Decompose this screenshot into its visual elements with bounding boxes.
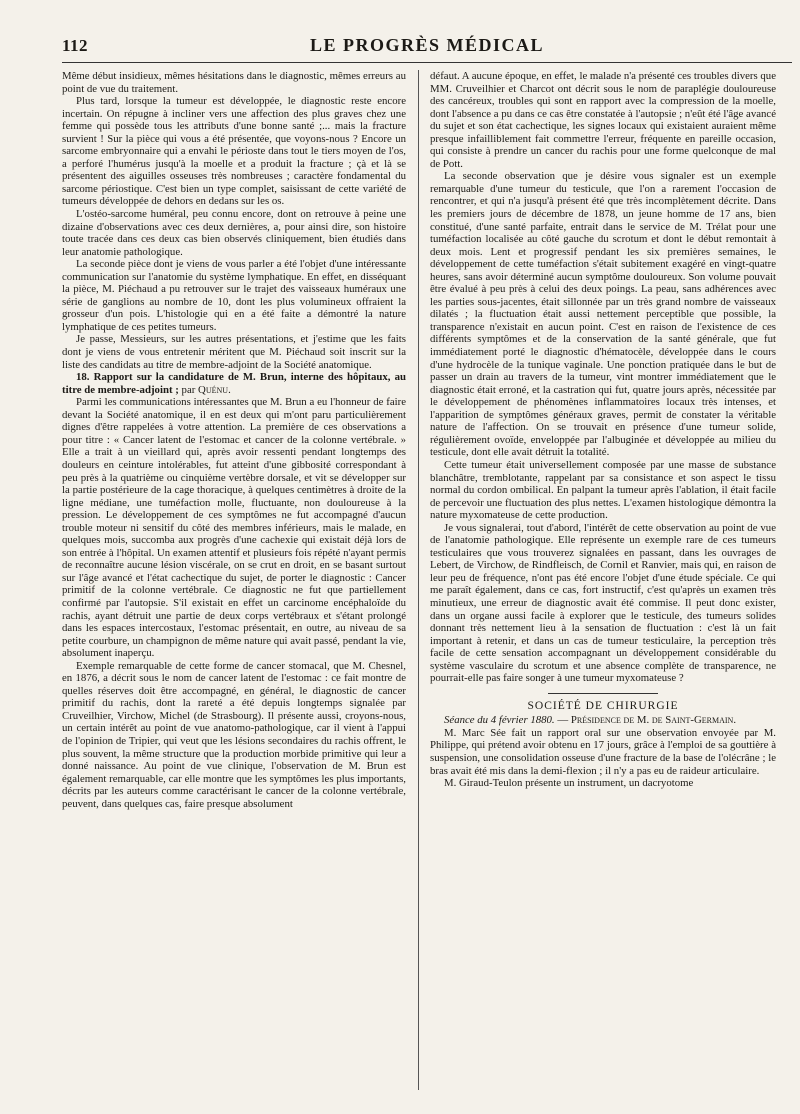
report-by: par <box>181 383 196 396</box>
paragraph: Plus tard, lorsque la tumeur est développée, le diagnostic reste encore incertain. On répugne à incliner vers une affection des plus graves chez une femme qui possède tous les attributs d'une bonne santé ;... mais la fracture survient ! Sur la pièce qui vous a été présentée, que voyons-nous ? Encore un sarcome embryonnaire qui a envahi le périoste dans tout le tiers moyen de l'os, a perforé l'humérus jusqu'à la moelle et a produit la fracture ; çà et là se présentent des aiguilles osseuses très nombreuses ; caractère fondamental du sarcome périostique. C'est bien un type complet, saisissant de cette variété de tumeurs développée de dehors en dedans sur les os. <box>62 95 406 208</box>
session-date: Séance du 4 février 1880. <box>444 714 555 727</box>
report-number: 18. <box>76 371 90 384</box>
right-column <box>430 70 776 790</box>
report-heading <box>62 371 406 396</box>
paragraph: Parmi les communications intéressantes que M. Brun a eu l'honneur de faire devant la Société anatomique, il en est deux qui m'ont paru particulièrement dignes d'être rappelées à votre attention. La première de ces observations a pour titre : « Cancer latent de l'estomac et cancer de la colonne vertébrale. » Elle a trait à un vieillard qui, après avoir ressenti pendant longtemps des douleurs en ceinture intolérables, fut atteint d'une gibbosité correspondant à peu près à la quatrième ou cinquième vertèbre dorsale, et vit se développer sur la partie postérieure de la cage thoracique, à quelques centimètres à droite de la ligne médiane, une tuméfaction molle, fluctuante, non douloureuse à la pression. Le développement de ces symptômes ne fut accompagné d'aucun trouble moteur ni sensitif du côté des membres inférieurs, mais le malade, en quelques mois, succomba aux progrès d'une cachexie qui existait déjà lors de son entrée à l'hôpital. Un examen attentif et plusieurs fois répété n'ayant permis de reconnaître aucune lésion viscérale, on se crut en droit, en se basant surtout sur l'âge avancé et l'état cachectique du sujet, de porter le diagnostic : Cancer primitif de la colonne vertébrale. Ce diagnostic ne fut que partiellement confirmé par l'autopsie. S'il existait en effet un carcinome encéphaloïde du rachis, ayant détruit une partie de deux corps vertébraux et s'étant prolongé dans les espaces intercostaux, l'estomac présentait, en outre, au niveau de sa petite courbure, un champignon de même nature qui avait passé, pendant la vie, absolument inaperçu. <box>62 396 406 660</box>
session-presidency: — Présidence de M. de Saint-Germain. <box>554 714 737 727</box>
section-title: SOCIÉTÉ DE CHIRURGIE <box>527 699 679 712</box>
column-divider <box>418 70 419 1090</box>
page-header <box>62 28 792 63</box>
session-line <box>430 714 776 727</box>
journal-title: LE PROGRÈS MÉDICAL <box>309 35 545 55</box>
report-title: Rapport sur la candidature de M. Brun, interne des hôpitaux, au titre de membre-adjoint ; <box>62 371 406 396</box>
page-number: 112 <box>62 36 89 55</box>
paragraph: Je vous signalerai, tout d'abord, l'intérêt de cette observation au point de vue de l'anatomie pathologique. Elle représente un exemple rare de ces tumeurs testiculaires que vous trouverez signalées en passant, dans les ouvrages de Lebert, de Virchow, de Rindfleisch, de Cornil et Ranvier, mais qui, en raison de leur peu de fréquence, n'ont pas été encore l'objet d'une étude spéciale. Ce qui me paraît également, dans ce cas, fort instructif, c'est qu'après un examen très minutieux, une erreur de diagnostic avait été commise. Il peut donc exister, dans un organe aussi facile à explorer que le testicule, des tumeurs solides donnant très nettement lieu à la sensation de fluctuation : c'est là un fait important à retenir, et dans un cas de tumeur testiculaire, la perception très facile de cette sensation accompagnant un développement considérable du système vasculaire du scrotum et une absence complète de transparence, ne pourrait-elle pas faire songer à une tumeur myxomateuse ? <box>430 521 776 685</box>
paragraph: M. Giraud-Teulon présente un instrument, un dacryotome <box>444 777 694 790</box>
paragraph: L'ostéo-sarcome huméral, peu connu encore, dont on retrouve à peine une dizaine d'observations avec ces deux dernières, a, pour ainsi dire, son histoire toute tracée dans ces deux cas bien observés cliniquement, bien étudiés dans leur anatomie pathologique. <box>62 208 406 258</box>
paragraph: Je passe, Messieurs, sur les autres présentations, et j'estime que les faits dont je viens de vous entretenir méritent que M. Piéchaud soit inscrit sur la liste des candidats au titre de membre-adjoint de la Société anatomique. <box>62 333 406 371</box>
report-author: Quénu. <box>198 383 231 396</box>
left-column <box>62 70 406 810</box>
paragraph: M. Marc Sée fait un rapport oral sur une observation envoyée par M. Philippe, qui prétend avoir obtenu en 17 jours, grâce à l'emploi de sa gouttière à suspension, une consolidation osseuse d'une fracture de la base de l'olécrâne ; le bras avait été mis dans la demi-flexion ; il n'y a pas eu de raideur articulaire. <box>430 726 776 777</box>
paragraph: Exemple remarquable de cette forme de cancer stomacal, que M. Chesnel, en 1876, a décrit sous le nom de cancer latent de l'estomac : ce fait montre de quelles réserves doit être accompagné, en général, le diagnostic de cancer primitif du rachis, dont la rareté a été depuis longtemps signalée par Cruveilhier, Virchow, Michel (de Strasbourg). Il présente aussi, croyons-nous, un certain intérêt au point de vue anatomo-pathologique, car il vient à l'appui de l'opinion de Tripier, qui veut que les lésions secondaires du rachis offrent, le plus souvent, la même structure que la production morbide primitive qui leur a donné naissance. Au point de vue clinique, l'observation de M. Brun est également remarquable, car elle montre que les symptômes les plus importants, décrits par les auteurs comme caractérisant le cancer de la colonne vertébrale, peuvent, dans quelques cas, faire presque absolument <box>62 659 406 810</box>
paragraph: La seconde observation que je désire vous signaler est un exemple remarquable d'une tumeur du testicule, que l'on a rarement l'occasion de rencontrer, et qui n'a jusqu'à présent été que très incomplètement décrite. Dans les premiers jours de décembre de 1878, un jeune homme de 17 ans, bien constitué, d'une santé parfaite, entrait dans le service de M. Trélat pour une tuméfaction localisée au côté gauche du scrotum et dont le début remontait à deux mois. Lent et progressif pendant les six premières semaines, le développement de cette tuméfaction s'était subitement exagéré en vingt-quatre heures, sans avoir déterminé aucun symptôme douloureux. Son volume pouvait être évalué à peu près à celui des deux poings. La peau, sans adhérences avec les parties sous-jacentes, était sillonnée par un très grand nombre de vaisseaux dilatés ; la fluctuation était aussi nettement perceptible que possible, la transparence n'existait en aucun point. C'est en raison de l'existence de ces différents symptômes et de la conservation de la santé générale, que fut immédiatement porté le diagnostic d'hématocèle, développée dans le cours d'une hydrocèle de la tunique vaginale. Une ponction pratiquée dans le but de passer un drain au travers de la tumeur, vint montrer immédiatement que le diagnostic était erroné, et la castration qui fut, quatre jours après, nécessitée par le développement de phénomènes inflammatoires locaux très intenses, et l'apparition de symptômes généraux graves, permit de constater la véritable nature de l'affection. On se trouvait en présence d'une tumeur solide, régulièrement ovoïde, enveloppée par l'albuginée et développée au milieu du testicule, dont elle avait détruit la totalité. <box>430 170 776 459</box>
section-divider <box>548 693 658 694</box>
paragraph: Cette tumeur était universellement composée par une masse de substance blanchâtre, tremblotante, rappelant par sa consistance et son aspect le tissu normal du cordon ombilical. En palpant la tumeur après l'ablation, il était facile de percevoir une fluctuation des plus nettes. L'examen histologique démontra la nature myxomateuse de cette production. <box>430 458 776 522</box>
paragraph: Même début insidieux, mêmes hésitations dans le diagnostic, mêmes erreurs au point de vue du traitement. <box>62 70 406 95</box>
paragraph: défaut. A aucune époque, en effet, le malade n'a présenté ces troubles divers que MM. Cruveilhier et Charcot ont décrit sous le nom de paraplégie douloureuse des cancéreux, troubles qui sont en rapport avec la compression de la moelle, dont l'absence a pu dans ce cas être constatée à l'autopsie ; n'eût été l'âge avancé du sujet et son état cachectique, les signes locaux qui existaient auraient même presque infailliblement fait commettre l'erreur, fréquente en pareille occasion, qui consiste à prendre un cancer du rachis pour une forme quelconque de mal de Pott. <box>430 70 776 170</box>
paragraph: La seconde pièce dont je viens de vous parler a été l'objet d'une intéressante communication sur l'anatomie du système lymphatique. En effet, en disséquant la pièce, M. Piéchaud a pu retrouver sur le trajet des vaisseaux huméraux une série de ganglions au nombre de 10, dont les plus volumineux offraient la grosseur d'un pois. L'histologie qui en a été faite a démontré la nature lymphatique de ces petites tumeurs. <box>62 258 406 333</box>
